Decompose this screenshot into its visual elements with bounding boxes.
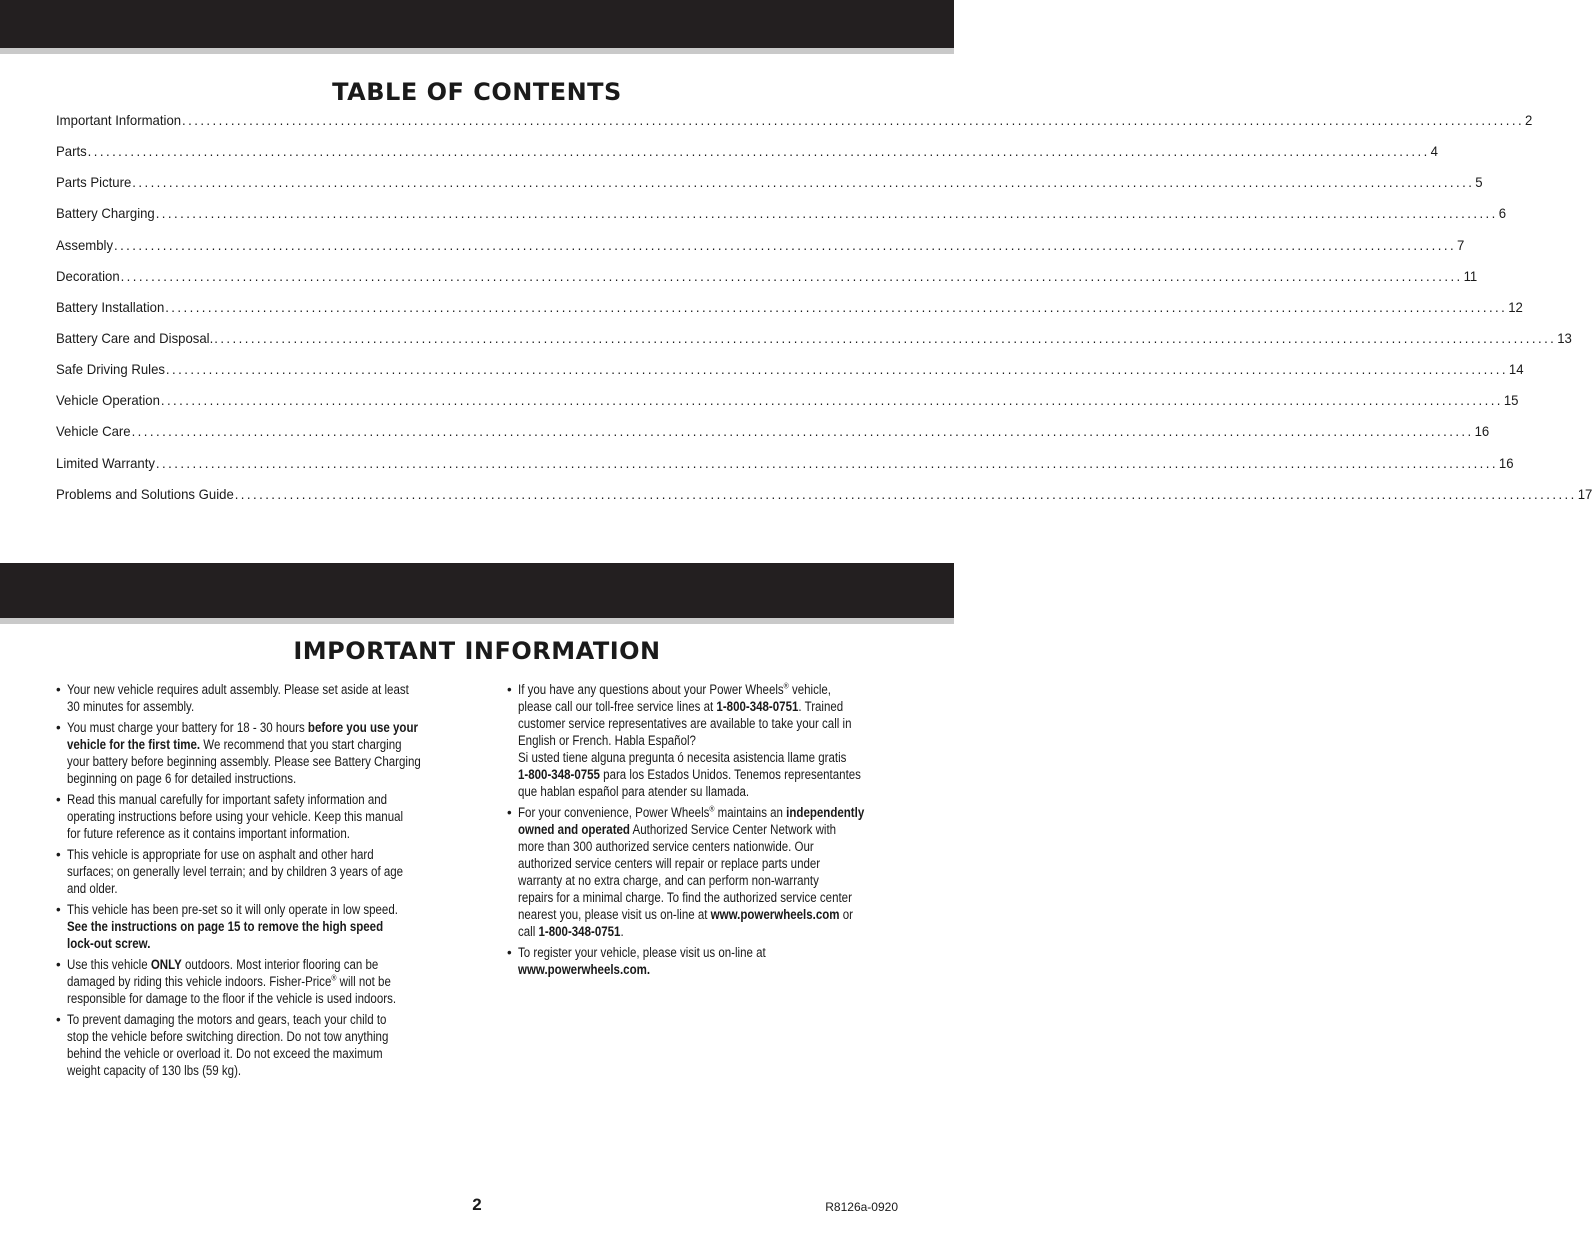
- toc-dot-leader: ............................................................................................................................................................................................................................: [234, 485, 1577, 502]
- toc-dot-leader: ............................................................................................................................................................................................................................: [165, 298, 1508, 315]
- toc-entry-label: Battery Care and Disposal.: [56, 329, 214, 346]
- important-info-left-column: [56, 681, 460, 1083]
- toc-entry[interactable]: [56, 205, 1507, 236]
- toc-entry-page: 15: [1503, 392, 1519, 409]
- info-bullet: • Your new vehicle requires adult assembly. Please set aside at least 30 minutes for assembly.: [56, 681, 460, 715]
- info-bullet: • This vehicle has been pre-set so it will only operate in low speed. See the instructions on page 15 to remove the high speed lock-out screw.: [56, 901, 460, 952]
- toc-entry-label: Parts: [56, 143, 87, 160]
- toc-entry[interactable]: [56, 423, 1490, 454]
- toc-dot-leader: ............................................................................................................................................................................................................................: [155, 454, 1498, 471]
- toc-entry-page: 17: [1577, 485, 1592, 502]
- toc-list: [56, 112, 1592, 517]
- info-bullet: • To prevent damaging the motors and gears, teach your child to stop the vehicle before switching direction. Do not tow anything behind the vehicle or overload it. Do not exceed the maximum weight capacity of 130 lbs (59 kg).: [56, 1011, 460, 1079]
- toc-entry[interactable]: [56, 236, 1465, 268]
- toc-entry-label: Important Information: [56, 112, 182, 128]
- toc-entry-label: Decoration: [56, 267, 120, 284]
- toc-entry[interactable]: [56, 143, 1439, 174]
- important-info-title: IMPORTANT INFORMATION: [293, 637, 661, 665]
- toc-dot-leader: ............................................................................................................................................................................................................................: [113, 236, 1457, 253]
- toc-entry-page: 6: [1498, 205, 1507, 222]
- toc-entry[interactable]: [56, 485, 1592, 517]
- info-bullet: • Read this manual carefully for important safety information and operating instructions before using your vehicle. Keep this manual for future reference as it contains important information.: [56, 791, 460, 842]
- phone-number: 1-800-348-0755: [518, 767, 600, 782]
- toc-entry[interactable]: [56, 298, 1523, 330]
- page-number: 2: [472, 1195, 482, 1214]
- toc-dot-leader: ............................................................................................................................................................................................................................: [182, 112, 1525, 128]
- toc-title: TABLE OF CONTENTS: [332, 78, 622, 106]
- top-header-rule: [0, 48, 954, 54]
- toc-entry-page: 5: [1475, 174, 1483, 191]
- toc-entry-label: Limited Warranty: [56, 454, 155, 471]
- phone-number: 1-800-348-0751: [716, 699, 799, 714]
- toc-entry-label: Safe Driving Rules: [56, 361, 165, 378]
- toc-entry-page: 4: [1430, 143, 1439, 160]
- toc-dot-leader: ............................................................................................................................................................................................................................: [87, 143, 1430, 160]
- toc-dot-leader: ............................................................................................................................................................................................................................: [214, 329, 1557, 346]
- toc-entry-label: Battery Installation: [56, 298, 165, 315]
- toc-dot-leader: ............................................................................................................................................................................................................................: [165, 361, 1508, 378]
- toc-entry-page: 2: [1525, 112, 1533, 128]
- important-info-right-column: [507, 681, 899, 982]
- toc-dot-leader: ............................................................................................................................................................................................................................: [160, 392, 1503, 409]
- phone-number: 1-800-348-0751: [538, 924, 621, 939]
- website-url: www.powerwheels.com.: [518, 962, 651, 977]
- toc-entry-label: Battery Charging: [56, 205, 155, 222]
- toc-dot-leader: ............................................................................................................................................................................................................................: [132, 174, 1475, 191]
- toc-entry-label: Vehicle Care: [56, 423, 131, 440]
- toc-dot-leader: ............................................................................................................................................................................................................................: [131, 423, 1474, 440]
- toc-entry-page: 16: [1498, 454, 1514, 471]
- info-bullet: • You must charge your battery for 18 - 30 hours before you use your vehicle for the first time. We recommend that you start charging your battery before beginning assembly. Please see Battery Charging beginning on page 6 for detailed instructions.: [56, 719, 460, 787]
- toc-entry-label: Vehicle Operation: [56, 392, 160, 409]
- toc-entry-label: Assembly: [56, 236, 114, 253]
- toc-entry[interactable]: [56, 454, 1514, 486]
- toc-entry-page: 12: [1508, 298, 1523, 315]
- section-divider-rule: [0, 618, 954, 624]
- toc-entry-page: 14: [1508, 361, 1524, 378]
- info-bullet: • To register your vehicle, please visit us on-line at www.powerwheels.com.: [507, 944, 899, 978]
- toc-entry[interactable]: [56, 361, 1524, 392]
- toc-entry[interactable]: [56, 267, 1478, 299]
- toc-entry-page: 7: [1456, 236, 1465, 253]
- document-code: R8126a-0920: [825, 1200, 898, 1214]
- toc-entry[interactable]: [56, 392, 1519, 423]
- toc-dot-leader: ............................................................................................................................................................................................................................: [120, 267, 1463, 284]
- toc-entry-label: Problems and Solutions Guide: [56, 485, 234, 502]
- toc-entry[interactable]: [56, 174, 1483, 205]
- info-bullet: • For your convenience, Power Wheels® maintains an independently owned and operated Authorized Service Center Network with more than 300 authorized service centers nationwide. Our authorized service centers will repair or replace parts under warranty at no extra charge, and can perform non-warranty repairs for a minimal charge. To find the authorized service center nearest you, please visit us on-line at www.powerwheels.com or call 1-800-348-0751.: [507, 804, 899, 940]
- toc-dot-leader: ............................................................................................................................................................................................................................: [155, 205, 1498, 222]
- toc-entry-page: 13: [1557, 329, 1572, 346]
- info-bullet: • Use this vehicle ONLY outdoors. Most interior flooring can be damaged by riding this vehicle indoors. Fisher-Price® will not be responsible for damage to the floor if the vehicle is used indoors.: [56, 956, 460, 1007]
- toc-entry-label: Parts Picture: [56, 174, 132, 191]
- info-bullet: • This vehicle is appropriate for use on asphalt and other hard surfaces; on generally level terrain; and by children 3 years of age and older.: [56, 846, 460, 897]
- toc-entry[interactable]: [56, 112, 1533, 143]
- top-header-band: [0, 0, 954, 48]
- section-divider-band: [0, 563, 954, 618]
- toc-entry-page: 16: [1474, 423, 1490, 440]
- toc-entry[interactable]: [56, 329, 1572, 361]
- website-url: www.powerwheels.com: [710, 907, 840, 922]
- toc-entry-page: 11: [1463, 267, 1478, 284]
- info-bullet: • If you have any questions about your Power Wheels® vehicle, please call our toll-free service lines at 1-800-348-0751. Trained customer service representatives are available to take your call in English or French. Habla Español? Si usted tiene alguna pregunta ó necesita asistencia llame gratis 1-800-348-0755 para los Estados Unidos. Tenemos representantes que hablan español para atender su llamada.: [507, 681, 899, 800]
